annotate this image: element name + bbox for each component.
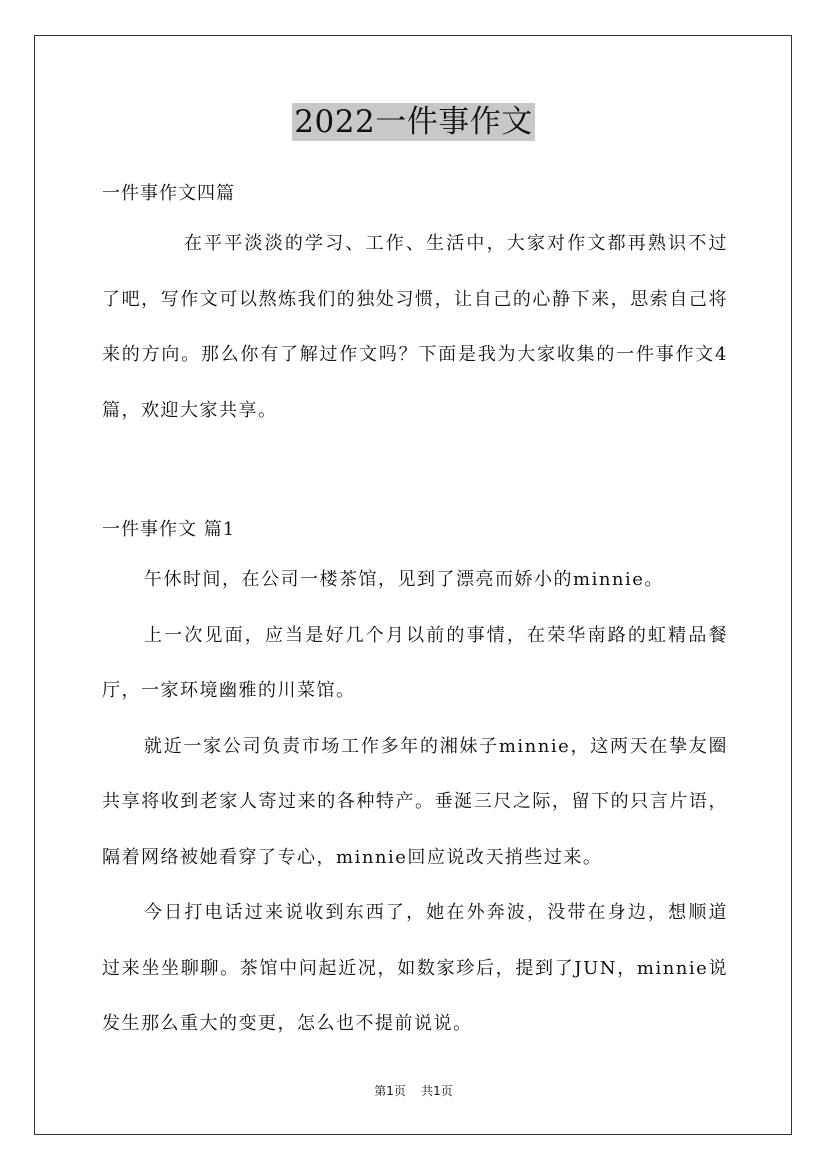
page-number: 第1页 (374, 1084, 406, 1098)
body-paragraph: 上一次见面，应当是好几个月以前的事情，在荣华南路的虹精品餐厅，一家环境幽雅的川菜馆。 (102, 624, 728, 701)
page-footer (0, 1083, 827, 1099)
body-paragraph: 午休时间，在公司一楼茶馆，见到了漂亮而娇小的minnie。 (144, 569, 664, 590)
section-gap (102, 438, 728, 508)
section-heading: 一件事作文四篇 (102, 183, 235, 204)
essay-heading: 一件事作文 篇1 (102, 519, 236, 540)
document-title: 2022一件事作文 (294, 104, 533, 140)
page-total: 共1页 (421, 1084, 453, 1098)
intro-paragraph: 在平平淡淡的学习、工作、生活中，大家对作文都再熟识不过了吧，写作文可以熬炼我们的独处习惯，让自己的心静下来，思索自己将来的方向。那么你有了解过作文吗？下面是我为大家收集的一件事作文4篇，欢迎大家共享。 (102, 233, 728, 421)
title-container (0, 103, 827, 141)
body-paragraph: 就近一家公司负责市场工作多年的湘妹子minnie，这两天在挚友圈共享将收到老家人寄过来的各种特产。垂涎三尺之际，留下的只言片语，隔着网络被她看穿了专心，minnie回应说改天捎些过来。 (102, 735, 728, 868)
body-paragraph: 今日打电话过来说收到东西了，她在外奔波，没带在身边，想顺道过来坐坐聊聊。茶馆中问起近况，如数家珍后，提到了JUN，minnie说发生那么重大的变更，怎么也不提前说说。 (102, 902, 728, 1034)
document-body (102, 172, 728, 1052)
